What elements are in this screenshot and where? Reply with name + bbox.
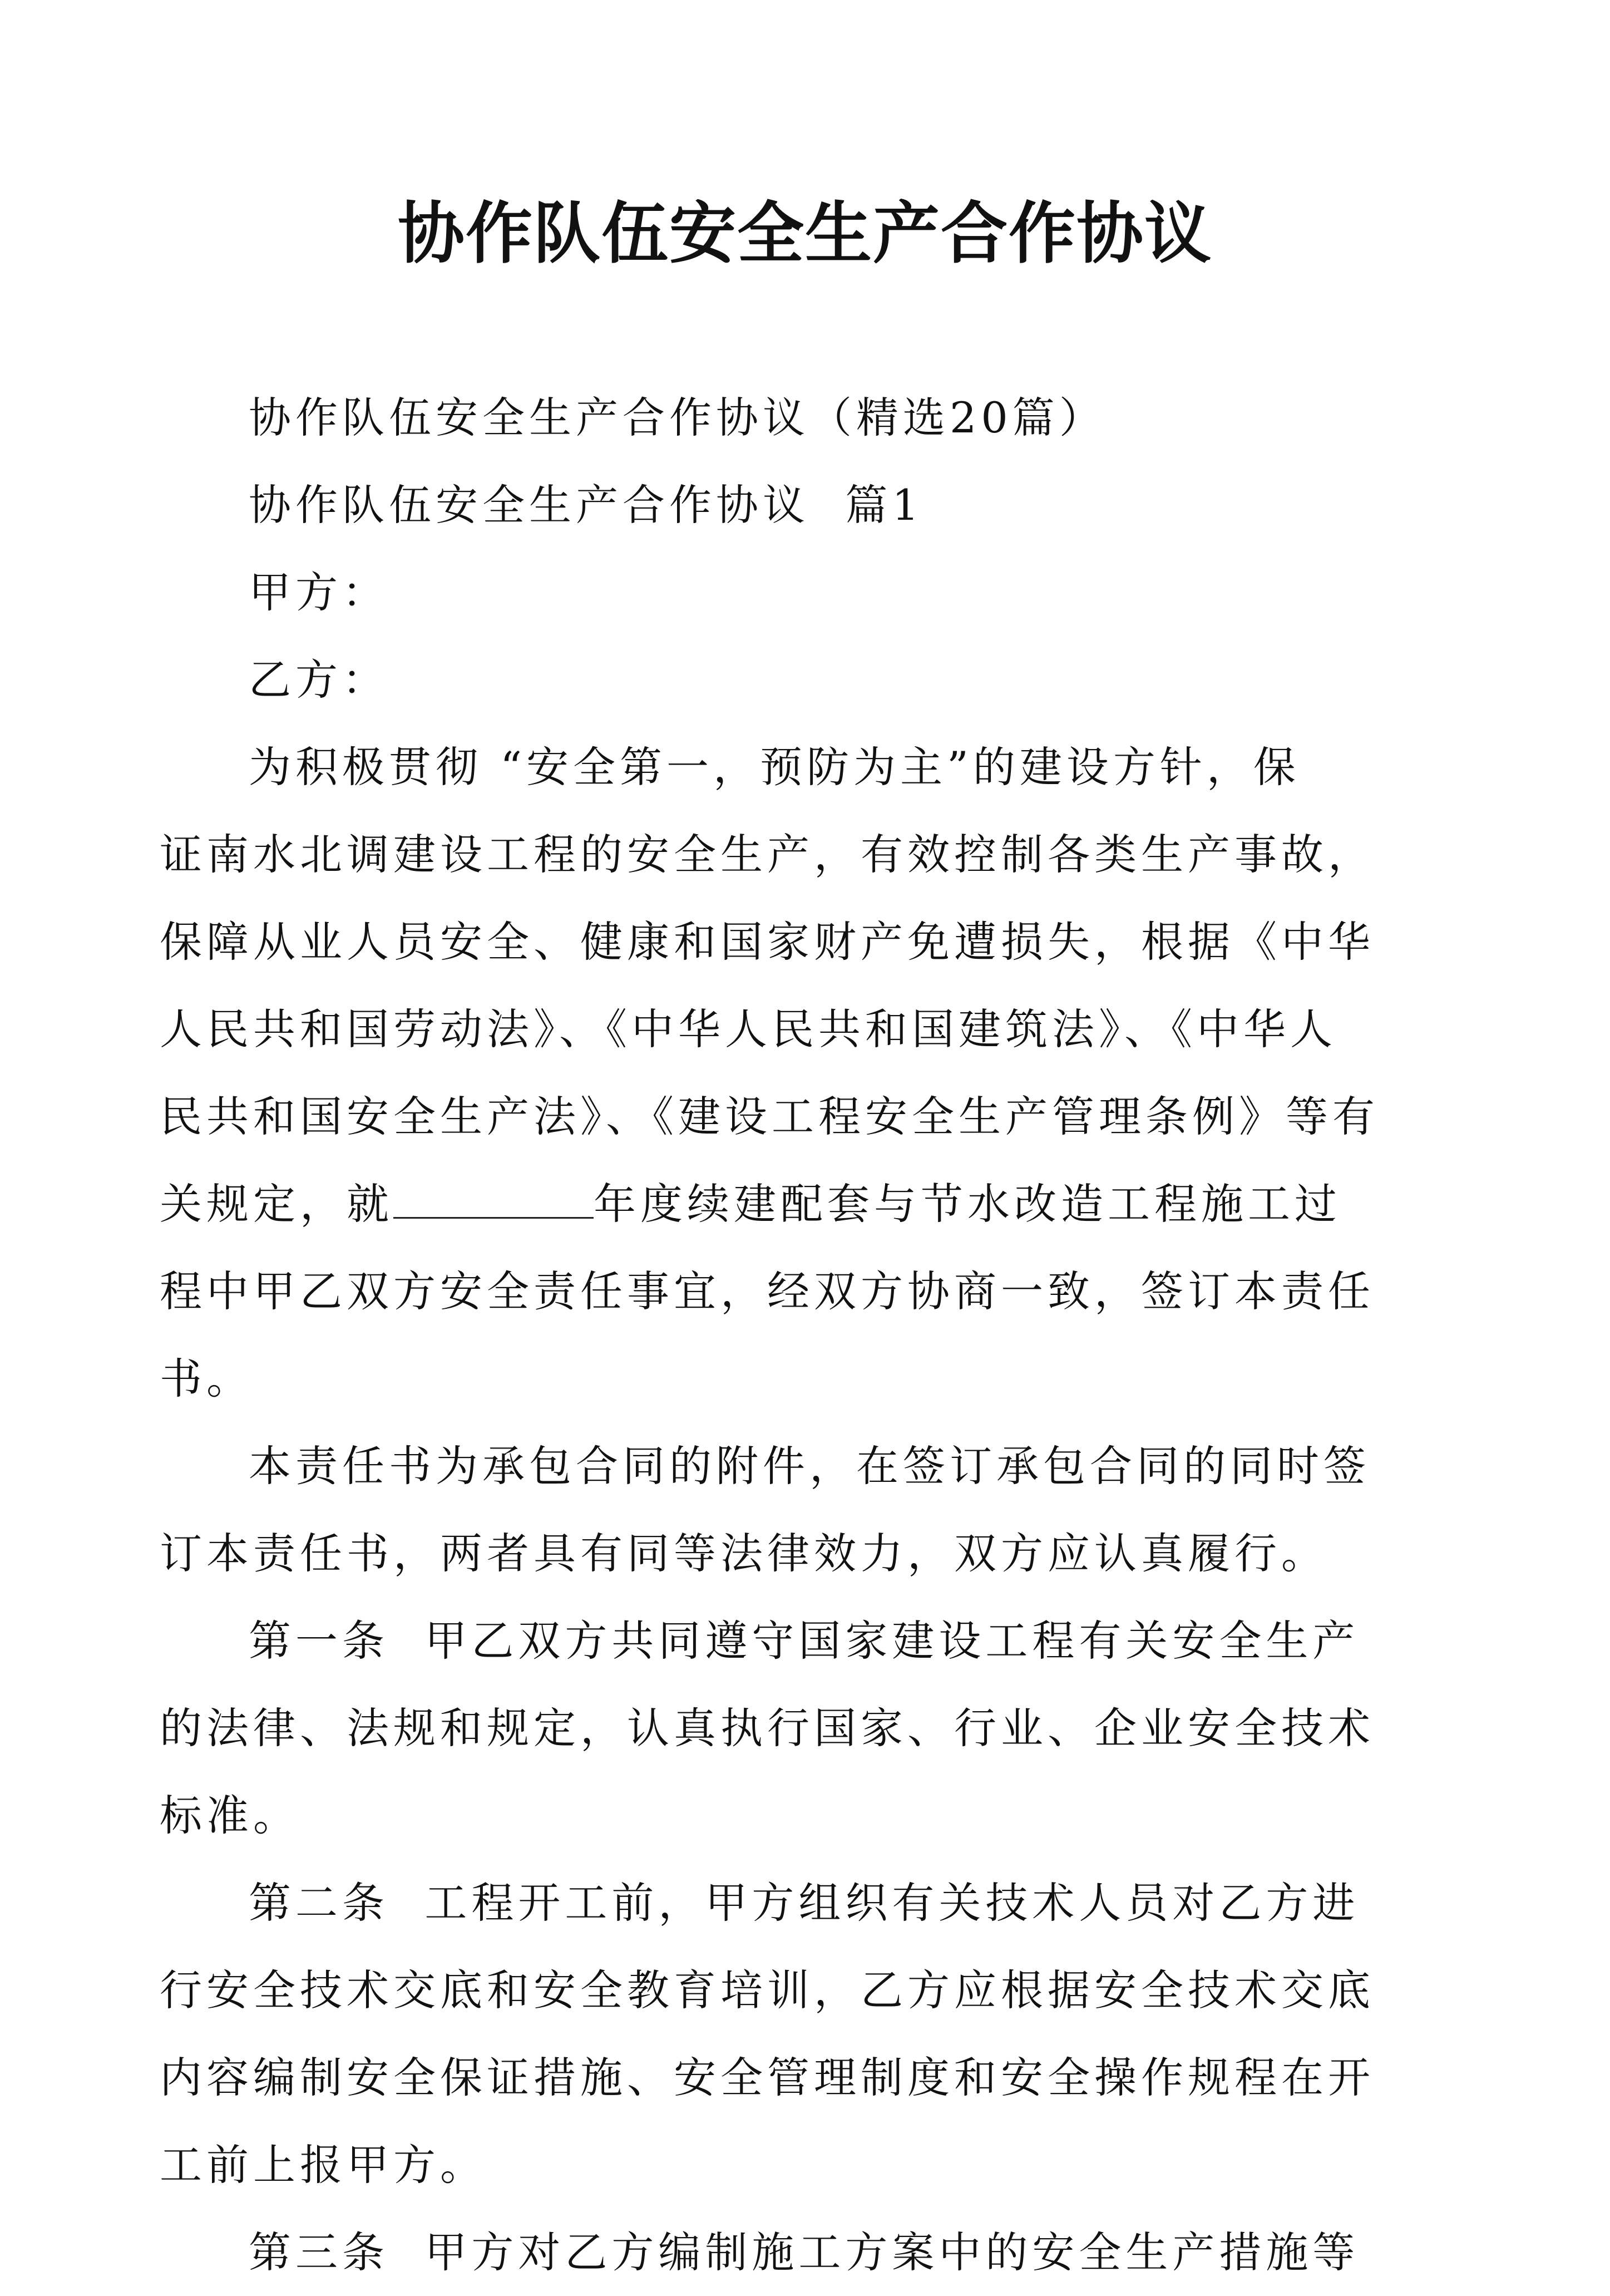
paragraph-1-text: 关规定，就	[160, 1179, 393, 1229]
article-2-line: 行安全技术交底和安全教育培训，乙方应根据安全技术交底	[160, 1965, 1375, 2015]
paragraph-1-line: 程中甲乙双方安全责任事宜，经双方协商一致，签订本责任	[160, 1267, 1375, 1316]
article-2-line: 内容编制安全保证措施、安全管理制度和安全操作规程在开	[160, 2053, 1375, 2102]
article-1-line: 第一条 甲乙双方共同遵守国家建设工程有关安全生产	[249, 1616, 1360, 1666]
article-2-line: 工前上报甲方。	[160, 2140, 487, 2190]
paragraph-1-line	[160, 1160, 1378, 1248]
paragraph-1-line: 民共和国安全生产法》、《建设工程安全生产管理条例》等有	[160, 1092, 1379, 1141]
paragraph-1-line: 为积极贯彻 “安全第一，预防为主”的建设方针，保	[249, 742, 1300, 792]
paragraph-1-line: 保障从业人员安全、健康和国家财产免遭损失，根据《中华	[160, 917, 1375, 967]
paragraph-2-line: 本责任书为承包合同的附件，在签订承包合同的同时签	[249, 1441, 1370, 1491]
article-1-line: 标准。	[160, 1791, 300, 1840]
paragraph-1-text: 年度续建配套与节水改造工程施工过	[594, 1179, 1341, 1229]
article-1-line: 的法律、法规和规定，认真执行国家、行业、企业安全技术	[160, 1703, 1375, 1753]
article-3-line: 第三条 甲方对乙方编制施工方案中的安全生产措施等	[249, 2228, 1360, 2277]
fill-in-blank	[393, 1184, 594, 1219]
paragraph-1-line: 人民共和国劳动法》、《中华人民共和国建筑法》、《中华人	[160, 1004, 1337, 1054]
section-heading: 协作队伍安全生产合作协议 篇1	[249, 480, 923, 530]
party-a-label: 甲方：	[249, 568, 389, 617]
paragraph-1-line: 证南水北调建设工程的安全生产，有效控制各类生产事故，	[160, 830, 1375, 879]
article-2-line: 第二条 工程开工前，甲方组织有关技术人员对乙方进	[249, 1878, 1360, 1928]
paragraph-1-line: 书。	[160, 1354, 253, 1403]
subtitle-line: 协作队伍安全生产合作协议（精选20篇）	[249, 393, 1106, 442]
party-b-label: 乙方：	[249, 655, 389, 704]
document-title: 协作队伍安全生产合作协议	[398, 194, 1212, 273]
document-body	[160, 374, 1379, 2296]
paragraph-2-line: 订本责任书，两者具有同等法律效力，双方应认真履行。	[160, 1529, 1328, 1578]
